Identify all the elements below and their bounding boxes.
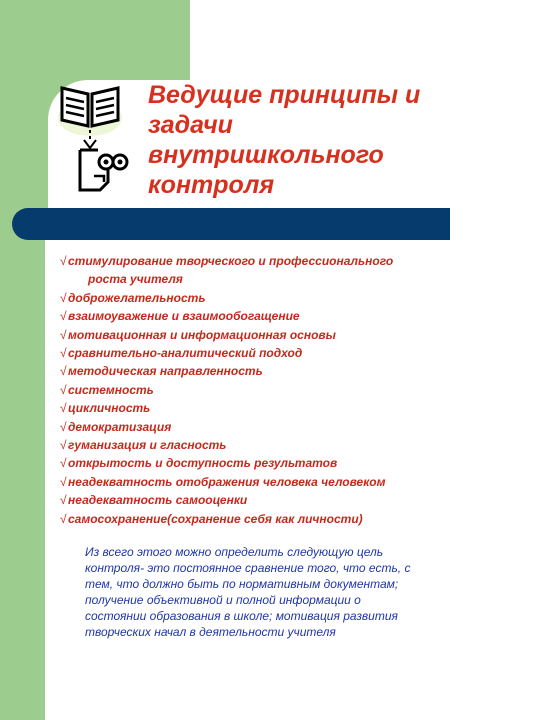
list-item-text: сравнительно-аналитический подход — [68, 346, 303, 361]
conclusion-line: творческих начал в деятельности учителя — [85, 625, 336, 639]
check-mark-icon: √ — [60, 438, 67, 453]
list-item — [60, 510, 480, 528]
list-item-text: демократизация — [68, 419, 172, 434]
list-item — [60, 473, 480, 491]
person-reading-icon — [80, 150, 127, 190]
list-item — [60, 289, 480, 307]
title-line: внутришкольного — [148, 141, 384, 169]
list-item-text: стимулирование творческого и профессионального — [68, 254, 394, 268]
list-item — [60, 362, 480, 380]
list-item-text: системность — [68, 382, 154, 397]
list-item-text: открытость и доступность результатов — [68, 456, 338, 471]
list-item-text: неадекватность отображения человека человеком — [68, 474, 386, 489]
page-title — [148, 80, 468, 200]
check-mark-icon: √ — [60, 456, 67, 471]
list-item-text: мотивационная и информационная основы — [68, 327, 336, 342]
list-item-text: самосохранение(сохранение себя как личности) — [68, 511, 363, 526]
conclusion-line: тем, что должно быть по нормативным документам; — [85, 577, 399, 591]
list-item — [60, 326, 480, 344]
list-item — [60, 344, 480, 362]
check-mark-icon: √ — [60, 401, 67, 416]
navy-band — [12, 208, 450, 240]
list-item-text: гуманизация и гласность — [68, 438, 227, 453]
list-item — [60, 252, 480, 289]
check-mark-icon: √ — [60, 474, 67, 489]
list-item — [60, 381, 480, 399]
open-book-icon — [58, 88, 122, 136]
conclusion-line: Из всего этого можно определить следующую цель — [85, 545, 384, 559]
clipart-svg — [50, 78, 140, 198]
conclusion-paragraph — [85, 544, 500, 640]
title-line: Ведущие принципы и — [148, 81, 421, 109]
title-line: контроля — [148, 171, 275, 199]
list-item-text: доброжелательность — [68, 290, 206, 305]
list-item — [60, 307, 480, 325]
check-mark-icon: √ — [60, 493, 67, 508]
list-item — [60, 399, 480, 417]
title-line: задачи — [148, 111, 233, 139]
conclusion-line: контроля- это постоянное сравнение того, что есть, с — [85, 561, 411, 575]
check-mark-icon: √ — [60, 254, 67, 268]
check-mark-icon: √ — [60, 346, 67, 361]
list-item — [60, 436, 480, 454]
list-item-text: неадекватность самооценки — [68, 493, 248, 508]
conclusion-line: состоянии образования в школе; мотивация развития — [85, 609, 398, 623]
list-item-text: методическая направленность — [68, 364, 263, 379]
check-mark-icon: √ — [60, 511, 67, 526]
principles-list — [60, 252, 480, 528]
check-mark-icon: √ — [60, 290, 67, 305]
list-item — [60, 491, 480, 509]
list-item — [60, 418, 480, 436]
conclusion-line: получение объективной и полной информации о — [85, 593, 361, 607]
check-mark-icon: √ — [60, 309, 67, 324]
check-mark-icon: √ — [60, 419, 67, 434]
check-mark-icon: √ — [60, 327, 67, 342]
check-mark-icon: √ — [60, 364, 67, 379]
list-item-text: цикличность — [68, 401, 151, 416]
list-item-text: роста учителя — [88, 272, 183, 287]
list-item-text: взаимоуважение и взаимообогащение — [68, 309, 300, 324]
clipart-icons — [50, 78, 140, 198]
check-mark-icon: √ — [60, 382, 67, 397]
list-item — [60, 454, 480, 472]
left-green-strip — [0, 0, 45, 720]
